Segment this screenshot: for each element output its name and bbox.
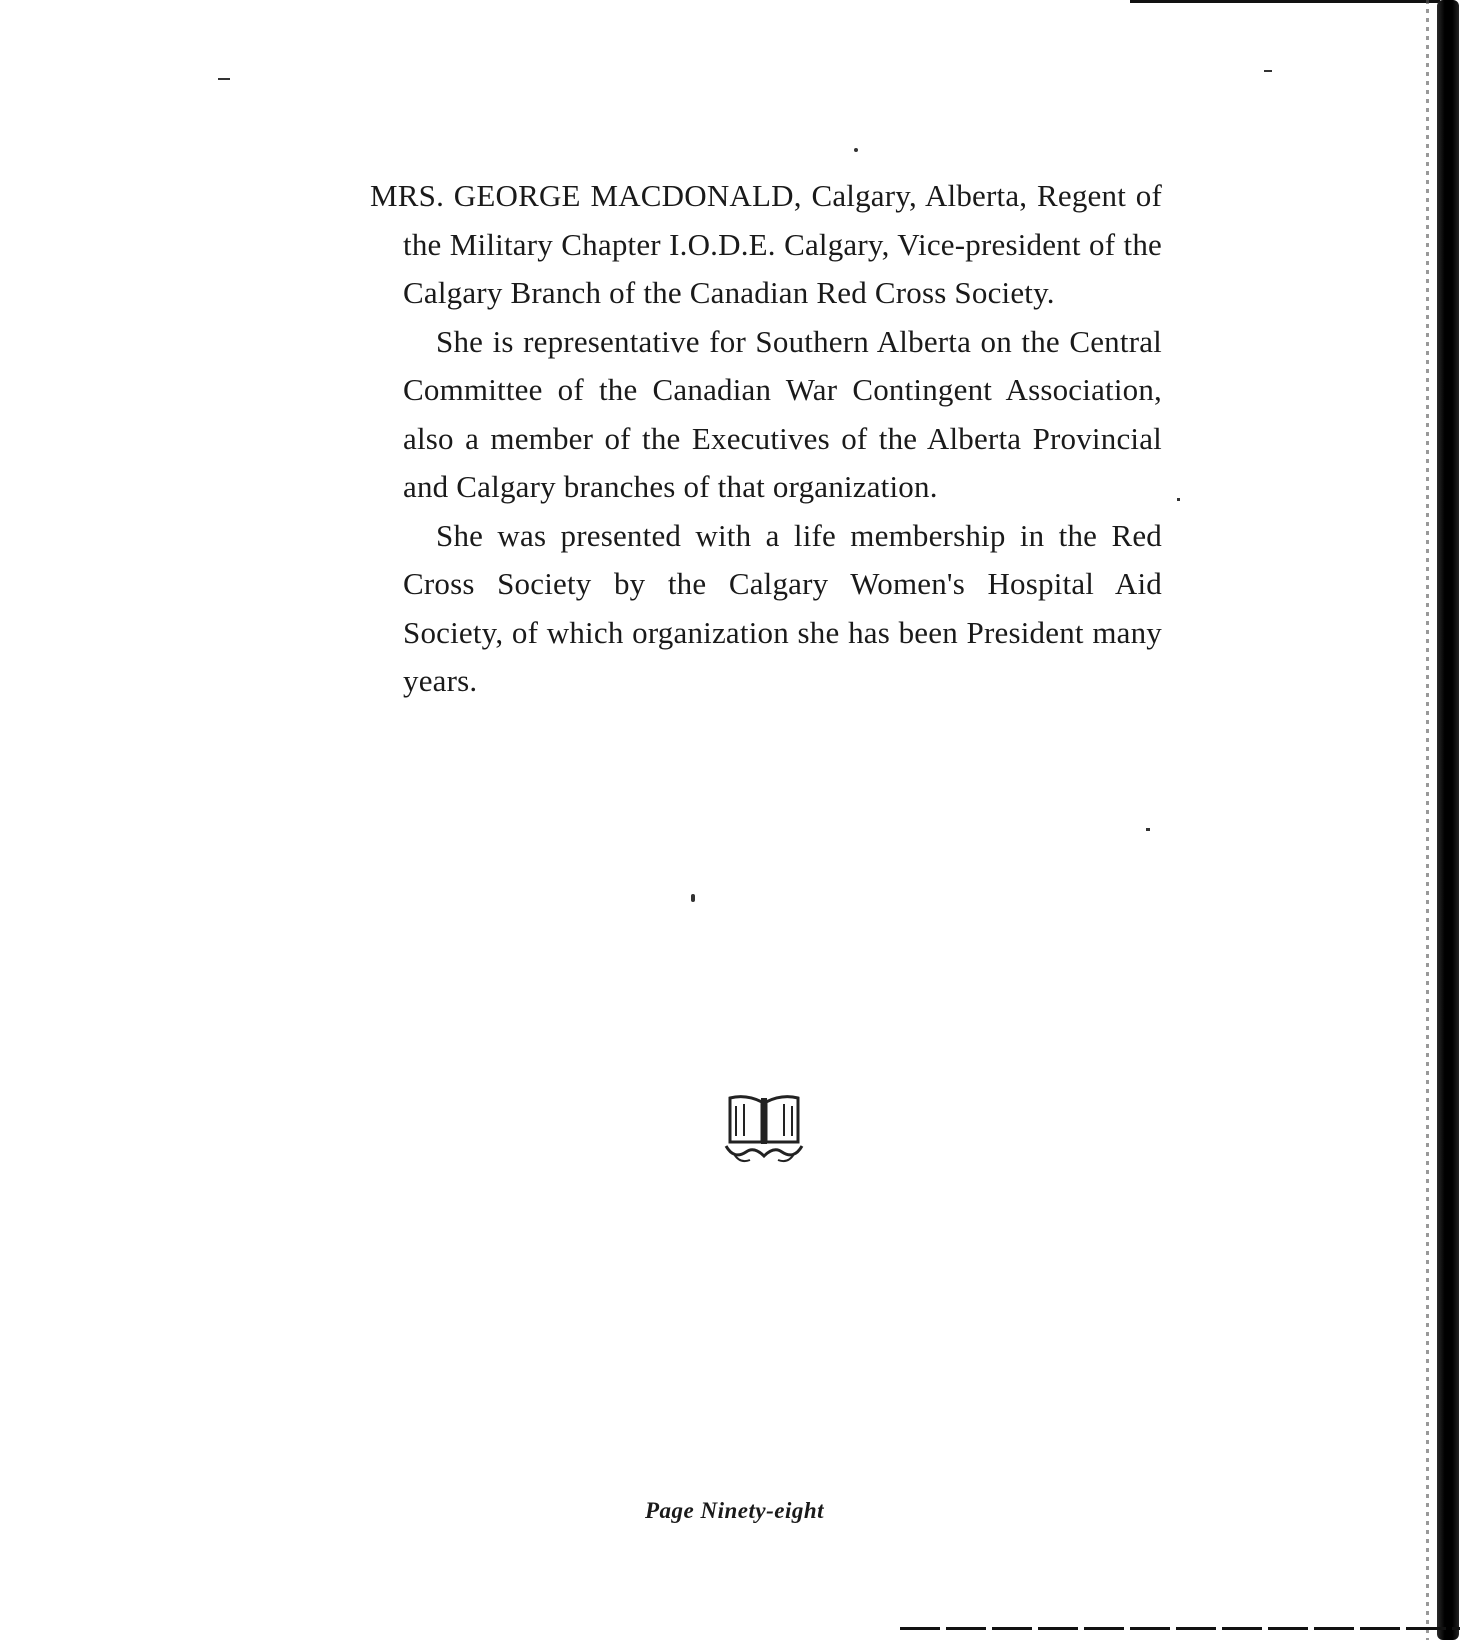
book-ornament-icon: [724, 1090, 804, 1168]
page-number: Page Ninety-eight: [644, 1498, 825, 1523]
biography-entry: [370, 172, 1162, 318]
scan-bottom-edge: [900, 1627, 1460, 1630]
entry-description: Regent of the Military Chapter I.O.D.E. Calgary, Vice-president of the Calgary Branch of the Canadian Red Cross Society.: [403, 178, 1162, 310]
paragraph: She is representative for Southern Alberta on the Central Committee of the Canadian War Contingent Association, also a member of the Executives of the Alberta Provincial and Calgary branches of that organization.: [403, 323, 1162, 504]
scan-speck: [218, 78, 230, 80]
scan-speck: [691, 894, 695, 902]
paragraph: She was presented with a life membership in the Red Cross Society by the Calgary Women's Hospital Aid Society, of which organization she has been President many years.: [403, 517, 1162, 698]
scan-speck: [854, 148, 858, 152]
scan-speck: [1146, 828, 1150, 831]
entry-heading: MRS. GEORGE MACDONALD, Calgary, Alberta,: [370, 178, 1028, 213]
scan-binding-shadow: [1426, 0, 1429, 1640]
biography-text: [370, 172, 1162, 706]
scan-binding-edge: [1437, 0, 1459, 1640]
scan-top-edge: [1130, 0, 1440, 3]
scan-speck: [1264, 70, 1272, 72]
scan-speck: [1177, 498, 1180, 501]
